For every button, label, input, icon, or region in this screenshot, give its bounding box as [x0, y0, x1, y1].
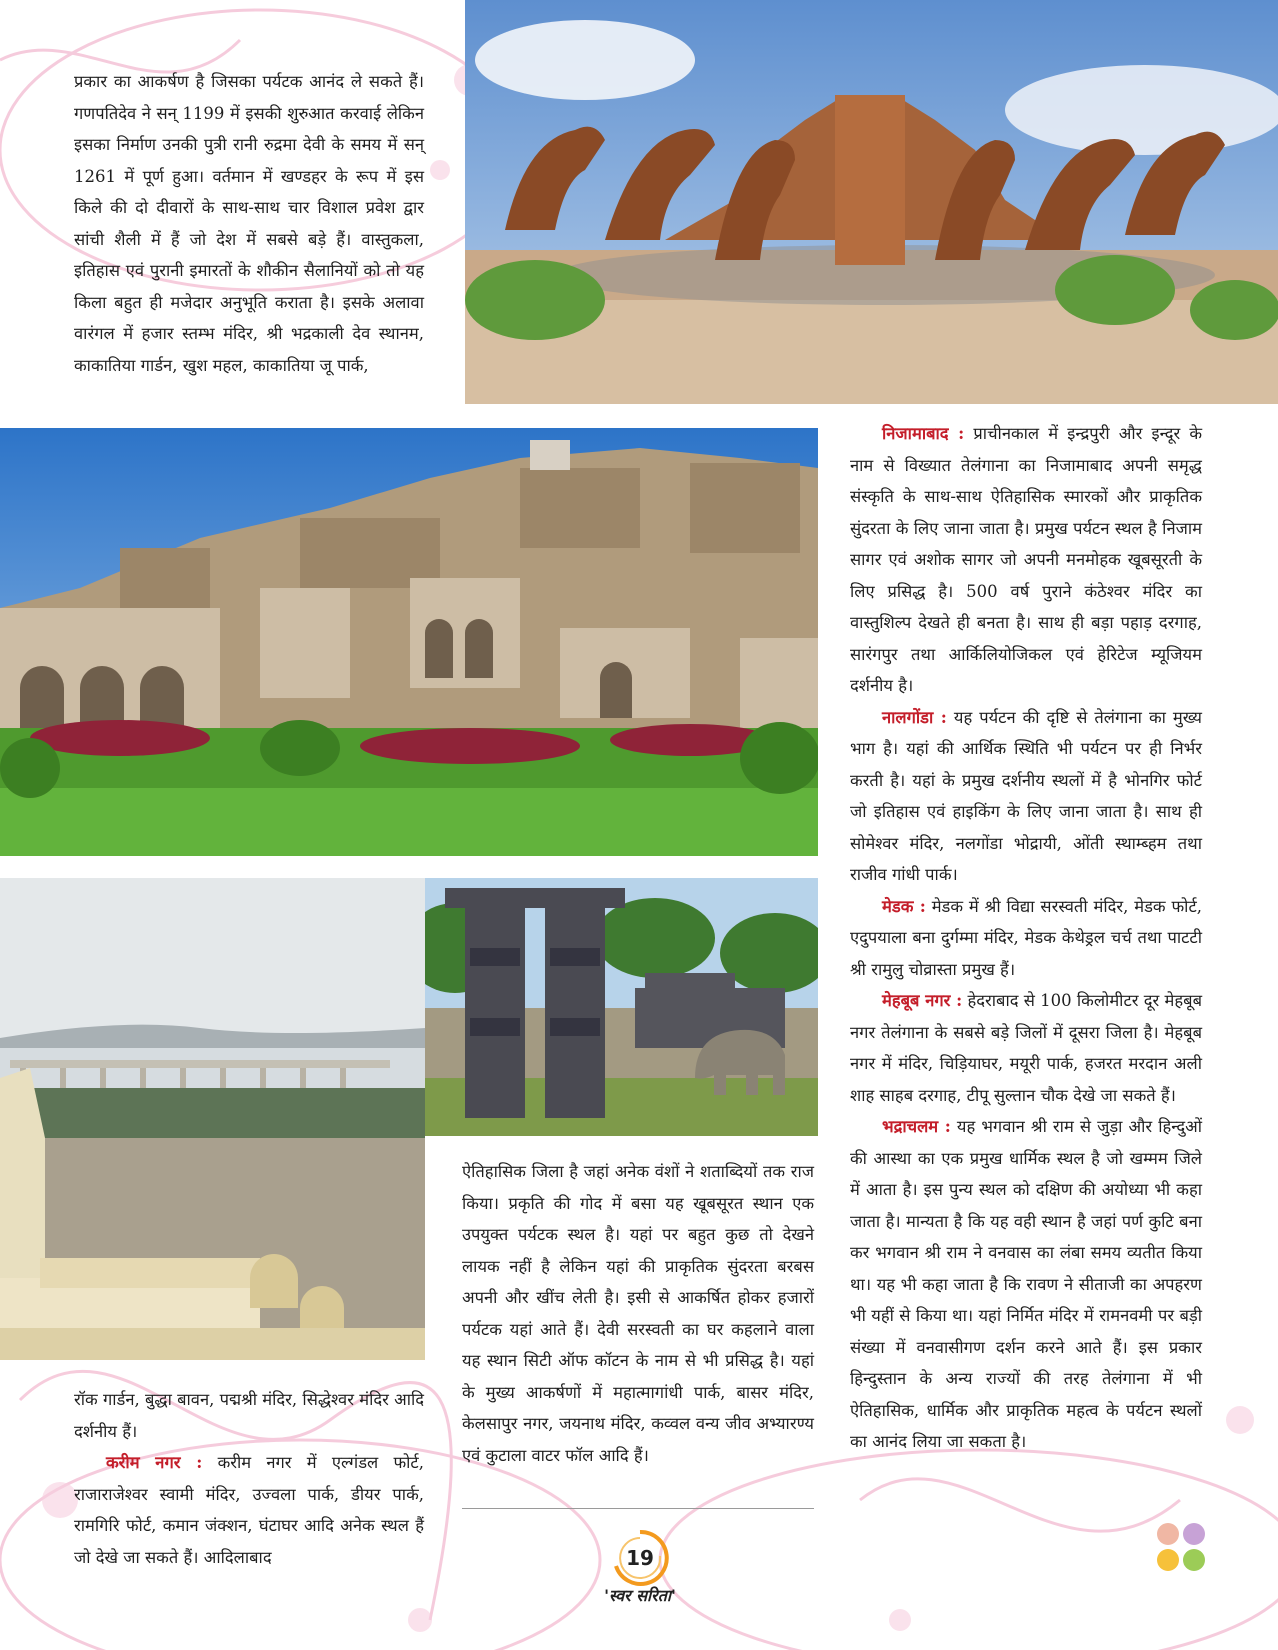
paragraph-nizamabad: प्राचीनकाल में इन्द्रपुरी और इन्दूर के नाम से विख्यात तेलंगाना का निजामाबाद अपनी समृद्ध संस्कृति के साथ-साथ ऐतिहासिक स्मारकों और प्राकृतिक सुंदरता के लिए जाना जाता है। प्रमुख पर्यटन स्थल है निजाम सागर एवं अशोक सागर जो अपनी मनमोहक खूबसूरती के लिए प्रसिद्ध है। 500 वर्ष पुराने कंठेश्वर मंदिर का वास्तुशिल्प देखते ही बनता है। साथ ही बड़ा पहाड़ दरगाह, सारंगपुर तथा आर्किलियोजिकल एवं हेरिटेज म्यूजियम दर्शनीय है।: [850, 424, 1203, 695]
photo-riverside-temple: [0, 878, 425, 1360]
photo-horse-chariot-monument: [465, 0, 1278, 404]
magazine-name: 'स्वर सरिता': [604, 1586, 676, 1605]
column-divider-rule: [462, 1508, 814, 1509]
heading-nalgonda: नालगोंडा :: [882, 707, 947, 727]
paragraph-warangal-end: रॉक गार्डन, बुद्धा बावन, पद्मश्री मंदिर, सिद्धेश्वर मंदिर आदि दर्शनीय हैं।: [74, 1390, 425, 1441]
text-column-right: [850, 418, 1202, 1458]
section-mahbubnagar: [850, 985, 1202, 1111]
heading-nizamabad: निजामाबाद :: [882, 424, 965, 443]
paragraph-mahbubnagar: हेदराबाद से 100 किलोमीटर दूर मेहबूब नगर तेलंगाना के सबसे बड़े जिलों में दूसरा जिला है। मेहबूब नगर में मंदिर, चिड़ियाघर, मयूरी पार्क, हजरत मरदान अली शाह साहब दरगाह, टीपू सुल्तान चौक देखे जा सकते हैं।: [850, 991, 1202, 1105]
heading-medak: मेडक :: [882, 896, 926, 916]
paragraph-medak: मेडक में श्री विद्या सरस्वती मंदिर, मेडक फोर्ट, एदुपयाला बना दुर्गम्मा मंदिर, मेडक केथेड्रल चर्च तथा पाटटी श्री रामुलु चोव्रास्ता प्रमुख हैं।: [850, 896, 1202, 979]
colored-dots-ornament-icon: [1148, 1518, 1218, 1578]
text-column-bottom-left: [74, 1384, 424, 1573]
paragraph-warangal-continued: प्रकार का आकर्षण है जिसका पर्यटक आनंद ले सकते हैं। गणपतिदेव ने सन् 1199 में इसकी शुरुआत करवाई लेकिन इसका निर्माण उनकी पुत्री रानी रुद्रमा देवी के समय में सन् 1261 में पूर्ण हुआ। वर्तमान में खण्डहर के रूप में इस किले की दो दीवारों के साथ-साथ चार विशाल प्रवेश द्वार सांची शैली में हैं जो देश में सबसे बड़े हैं। वास्तुकला, इतिहास एवं पुरानी इमारतों के शौकीन सैलानियों को तो यह किला बहुत ही मजेदार अनुभूति कराता है। इसके अलावा वारंगल में हजार स्तम्भ मंदिर, श्री भद्रकाली देव स्थानम, काकातिया गार्डन, खुश महल, काकातिया जू पार्क,: [74, 72, 424, 375]
photo-hilltop-fort-ruins: [0, 428, 818, 856]
paragraph-nalgonda: यह पर्यटन की दृष्टि से तेलंगाना का मुख्य भाग है। यहां की आर्थिक स्थिति भी पर्यटन पर ही निर्भर करती है। यहां के प्रमुख दर्शनीय स्थलों में है भोनगिर फोर्ट जो इतिहास एवं हाइकिंग के लिए जाना जाता है। साथ ही सोमेश्वर मंदिर, नलगोंडा भोद्रायी, ओंती स्थाम्ब्हम तथा राजीव गांधी पार्क।: [850, 707, 1202, 884]
paragraph-adilabad-continued: ऐतिहासिक जिला है जहां अनेक वंशों ने शताब्दियों तक राज किया। प्रकृति की गोद में बसा यह खूबसूरत स्थान एक उपयुक्त पर्यटक स्थल है। यहां पर बहुत कुछ तो देखने लायक नहीं है लेकिन यहां की प्राकृतिक सुंदरता बरबस अपनी और खींच लेती है। इसी से आकर्षित होकर हजारों पर्यटक यहां आते हैं। देवी सरस्वती का घर कहलाने वाला यह स्थान सिटी ऑफ कॉटन के नाम से भी प्रसिद्ध है। यहां के मुख्य आकर्षणों में महात्मागांधी पार्क, बासर मंदिर, केलसापुर नगर, जयनाथ मंदिर, कव्वल वन्य जीव अभ्यारण्य एवं कुटाला वाटर फॉल आदि हैं।: [462, 1162, 814, 1465]
page-number: 19: [626, 1546, 654, 1570]
heading-mahbubnagar: मेहबूब नगर :: [882, 991, 963, 1010]
section-karimnagar: [74, 1447, 424, 1573]
section-bhadrachalam: [850, 1111, 1202, 1458]
heading-bhadrachalam: भद्राचलम :: [882, 1117, 951, 1136]
heading-karimnagar: करीम नगर :: [106, 1453, 203, 1472]
paragraph-bhadrachalam: यह भगवान श्री राम से जुड़ा और हिन्दुओं की आस्था का एक प्रमुख धार्मिक स्थल है जो खम्मम जिले में आता है। इस पुन्य स्थल को दक्षिण की अयोध्या भी कहा जाता है। मान्यता है कि यह वही स्थान है जहां पर्ण कुटि बना कर भगवान श्री राम ने वनवास का लंबा समय व्यतीत किया था। यह भी कहा जाता है कि रावण ने सीताजी का अपहरण भी यहीं से किया था। यहां निर्मित मंदिर में रामनवमी पर बड़ी संख्या में वनवासीगण दर्शन करने आते हैं। इस प्रकार हिन्दुस्तान के अन्य राज्यों की तरह तेलंगाना में भी ऐतिहासिक, धार्मिक और प्राकृतिक महत्व के पर्यटन स्थलों का आनंद लिया जा सकता है।: [850, 1117, 1202, 1451]
text-column-middle: [462, 1156, 814, 1471]
section-nalgonda: [850, 702, 1202, 891]
section-medak: [850, 891, 1202, 986]
paragraph-karimnagar: करीम नगर में एल्गंडल फोर्ट, राजाराजेश्वर स्वामी मंदिर, उज्वला पार्क, डीयर पार्क, रामगिरि फोर्ट, कमान जंक्शन, घंटाघर आदि अनेक स्थल हैं जो देखे जा सकते हैं। आदिलाबाद: [74, 1453, 424, 1567]
text-column-top-left: [74, 66, 424, 381]
section-nizamabad: [850, 418, 1202, 702]
photo-carved-pillars-elephant: [425, 878, 818, 1136]
